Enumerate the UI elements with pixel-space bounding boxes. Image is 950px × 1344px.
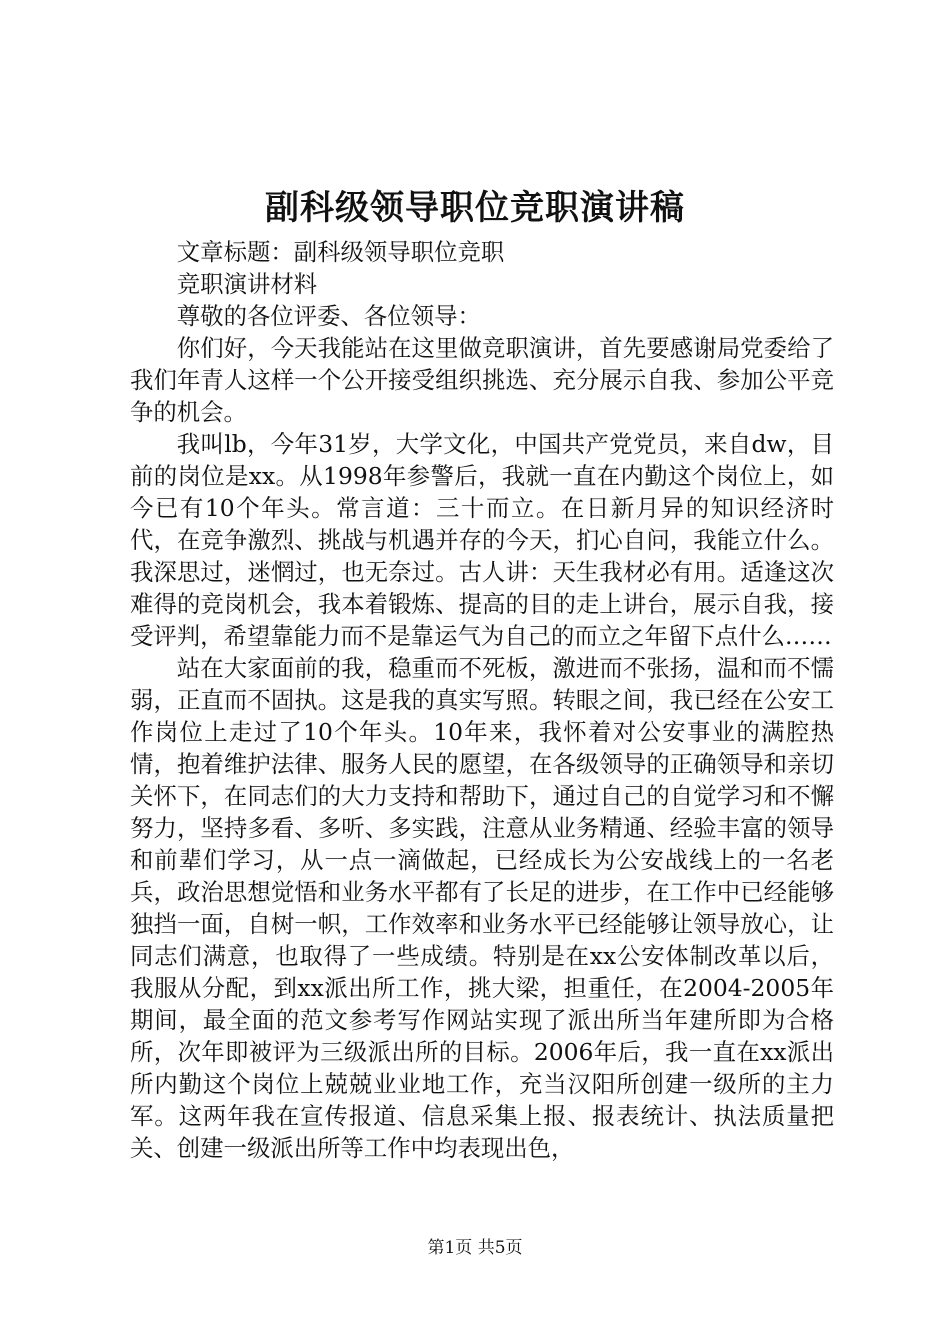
paragraph: 尊敬的各位评委、各位领导： (176, 302, 481, 330)
page-number-footer: 第1页 共5页 (427, 1238, 523, 1258)
paragraph: 文章标题：副科级领导职位竞职 (176, 238, 505, 266)
paragraph: 站在大家面前的我，稳重而不死板，激进而不张扬，温和而不懦弱，正直而不固执。这是我的真实写照。转眼之间，我已经在公安工作岗位上走过了10个年头。10年来，我怀着对公安事业的满腔热情，抱着维护法律、服务人民的愿望，在各级领导的正确领导和亲切关怀下，在同志们的大力支持和帮助下，通过自己的自觉学习和不懈努力，坚持多看、多听、多实践，注意从业务精通、经验丰富的领导和前辈们学习，从一点一滴做起，已经成长为公安战线上的一名老兵，政治思想觉悟和业务水平都有了长足的进步，在工作中已经能够独挡一面，自树一帜，工作效率和业务水平已经能够让领导放心，让同志们满意，也取得了一些成绩。特别是在xx公安体制改革以后，我服从分配，到xx派出所工作，挑大梁，担重任，在2004-2005年期间，最全面的范文参考写作网站实现了派出所当年建所即为合格所，次年即被评为三级派出所的目标。2006年后，我一直在xx派出所内勤这个岗位上兢兢业业地工作，充当汉阳所创建一级所的主力军。这两年我在宣传报道、信息采集上报、报表统计、执法质量把关、创建一级派出所等工作中均表现出色， (130, 654, 834, 1162)
paragraph: 我叫lb，今年31岁，大学文化，中国共产党党员，来自dw，目前的岗位是xx。从1998年参警后，我就一直在内勤这个岗位上，如今已有10个年头。常言道：三十而立。在日新月异的知识经济时代，在竞争激烈、挑战与机遇并存的今天，扪心自问，我能立什么。我深思过，迷惘过，也无奈过。古人讲：天生我材必有用。适逢这次难得的竞岗机会，我本着锻炼、提高的目的走上讲台，展示自我，接受评判，希望靠能力而不是靠运气为自己的而立之年留下点什么…… (130, 430, 834, 650)
paragraph: 你们好，今天我能站在这里做竞职演讲，首先要感谢局党委给了我们年青人这样一个公开接受组织挑选、充分展示自我、参加公平竞争的机会。 (130, 334, 834, 426)
document-title: 副科级领导职位竞职演讲稿 (265, 188, 685, 228)
paragraph: 竞职演讲材料 (176, 270, 318, 298)
document-body (130, 236, 834, 1164)
